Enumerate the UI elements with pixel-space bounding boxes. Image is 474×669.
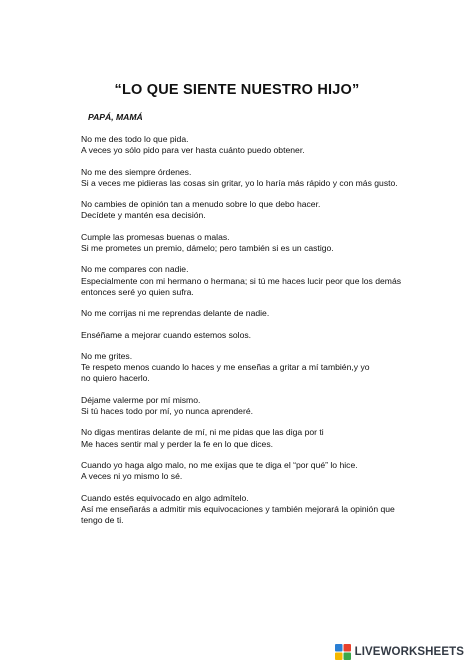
paragraph xyxy=(81,167,451,189)
paragraph xyxy=(81,308,451,319)
paragraph-line: A veces yo sólo pido para ver hasta cuánto puedo obtener. xyxy=(81,145,305,156)
paragraph-line: No me des todo lo que pida. xyxy=(81,134,189,144)
logo-square-yellow xyxy=(335,653,343,661)
paragraph-line: A veces ni yo mismo lo sé. xyxy=(81,471,183,482)
paragraph xyxy=(81,330,451,341)
page-title: “LO QUE SIENTE NUESTRO HIJO” xyxy=(114,82,360,98)
paragraph xyxy=(81,493,451,527)
logo-square-green xyxy=(343,653,351,661)
paragraph-line: Cuando yo haga algo malo, no me exijas que te diga el “por qué” lo hice. xyxy=(81,459,358,470)
paragraph-line: No digas mentiras delante de mí, ni me pidas que las diga por ti xyxy=(81,427,324,438)
logo-square-red xyxy=(343,644,351,652)
paragraph-line: No me grites. xyxy=(81,350,133,361)
paragraph-line: Te respeto menos cuando lo haces y me enseñas a gritar a mí también,y yo xyxy=(81,362,370,373)
paragraph-line: No me des siempre órdenes. xyxy=(81,166,192,177)
paragraph-line: Si me prometes un premio, dámelo; pero también si es un castigo. xyxy=(81,242,334,253)
paragraph-line: No me corrijas ni me reprendas delante de nadie. xyxy=(81,308,270,319)
paragraph-line: Enséñame a mejorar cuando estemos solos. xyxy=(81,329,252,340)
greeting-heading: PAPÁ, MAMÁ xyxy=(88,112,143,122)
liveworksheets-logo-icon xyxy=(334,643,352,661)
liveworksheets-logo[interactable] xyxy=(334,643,464,661)
document-body xyxy=(81,134,451,536)
paragraph-line: Déjame valerme por mí mismo. xyxy=(81,394,201,405)
paragraph-line: tengo de ti. xyxy=(81,514,124,525)
paragraph xyxy=(81,460,451,482)
paragraph-line: Decídete y mantén esa decisión. xyxy=(81,210,206,221)
logo-text: LIVEWORKSHEETS xyxy=(354,646,464,658)
paragraph-line: Me haces sentir mal y perder la fe en lo que dices. xyxy=(81,438,274,449)
paragraph xyxy=(81,427,451,449)
paragraph-line: No cambies de opinión tan a menudo sobre lo que debo hacer. xyxy=(81,199,321,210)
paragraph xyxy=(81,134,451,156)
paragraph-line: no quiero hacerlo. xyxy=(81,373,150,384)
paragraph-line: entonces seré yo quien sufra. xyxy=(81,286,194,297)
paragraph xyxy=(81,232,451,254)
paragraph-line: Cumple las promesas buenas o malas. xyxy=(81,231,230,242)
paragraph-line: No me compares con nadie. xyxy=(81,264,189,275)
paragraph xyxy=(81,351,451,385)
paragraph xyxy=(81,395,451,417)
paragraph-line: Así me enseñarás a admitir mis equivocaciones y también mejorará la opinión que xyxy=(81,503,395,514)
paragraph xyxy=(81,264,451,298)
logo-square-blue xyxy=(335,644,343,652)
paragraph-line: Especialmente con mi hermano o hermana; si tú me haces lucir peor que los demás xyxy=(81,275,402,286)
paragraph-line: Si a veces me pidieras las cosas sin gritar, yo lo haría más rápido y con más gusto. xyxy=(81,177,398,188)
paragraph-line: Cuando estés equivocado en algo admítelo. xyxy=(81,492,249,503)
paragraph-line: Si tú haces todo por mí, yo nunca aprenderé. xyxy=(81,405,253,416)
paragraph xyxy=(81,199,451,221)
